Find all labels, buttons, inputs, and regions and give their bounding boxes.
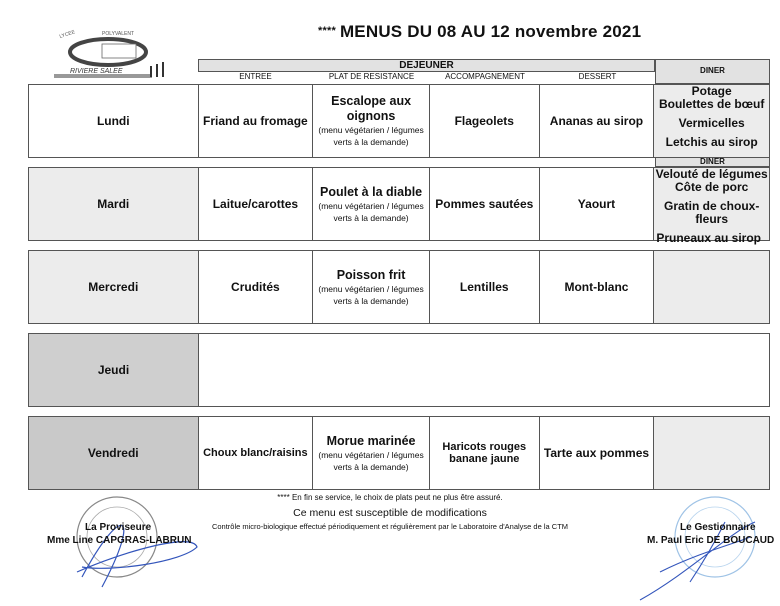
diner-cell — [654, 251, 769, 323]
day-cell: Mardi — [29, 168, 199, 240]
svg-text:RIVIERE SALEE: RIVIERE SALEE — [70, 68, 123, 75]
dessert-cell: Mont-blanc — [540, 251, 655, 323]
accompagnement-cell: Haricots rouges banane jaune — [430, 417, 540, 489]
diner-cell — [654, 417, 769, 489]
empty-cell — [199, 334, 769, 406]
diner-header: DINER — [655, 59, 770, 84]
dessert-cell: Ananas au sirop — [540, 85, 655, 157]
left-role: La Proviseure — [85, 522, 152, 533]
col-accompagnement: ACCOMPAGNEMENT — [445, 72, 525, 81]
col-entree: ENTREE — [239, 72, 272, 81]
table-row — [28, 167, 770, 245]
page-title: **** MENUS DU 08 AU 12 novembre 2021 — [318, 22, 642, 41]
entree-cell: Choux blanc/raisins — [199, 417, 314, 489]
entree-cell: Laitue/carottes — [199, 168, 314, 240]
table-row — [28, 333, 770, 407]
day-cell: Lundi — [29, 85, 199, 157]
plat-cell: Morue marinée (menu végétarien / légumes verts à la demande) — [313, 417, 430, 489]
accompagnement-cell: Flageolets — [430, 85, 540, 157]
school-logo — [40, 26, 170, 82]
table-row — [28, 84, 770, 158]
right-role: Le Gestionnaire — [680, 522, 756, 533]
left-name: Mme Line CAPGRAS-LABRUN — [47, 535, 192, 546]
modification-note: Ce menu est susceptible de modifications — [293, 507, 487, 519]
plat-cell: Poisson frit (menu végétarien / légumes verts à la demande) — [313, 251, 430, 323]
dessert-cell: Yaourt — [540, 168, 655, 240]
service-note: **** En fin se service, le choix de plats peut ne plus être assuré. — [277, 493, 503, 502]
stamp-signature-right — [630, 492, 770, 604]
diner-cell: Potage Boulettes de bœuf Vermicelles Letchis au sirop — [654, 85, 769, 157]
col-plat: PLAT DE RESISTANCE — [328, 72, 415, 81]
entree-cell: Crudités — [199, 251, 314, 323]
plat-cell: Escalope aux oignons (menu végétarien / légumes verts à la demande) — [313, 85, 430, 157]
control-note: Contrôle micro-biologique effectué périodiquement et régulièrement par le Laboratoire d'Analyse de la CTM — [211, 522, 569, 531]
stamp-signature-left — [62, 492, 202, 602]
day-cell: Jeudi — [29, 334, 199, 406]
table-row — [28, 250, 770, 324]
entree-cell: Friand au fromage — [199, 85, 314, 157]
dejeuner-header: DEJEUNER — [198, 59, 655, 72]
dessert-cell: Tarte aux pommes — [540, 417, 655, 489]
svg-text:LYCEE: LYCEE — [58, 29, 76, 40]
accompagnement-cell: Pommes sautées — [430, 168, 540, 240]
col-dessert: DESSERT — [578, 72, 617, 81]
svg-text:POLYVALENT: POLYVALENT — [102, 31, 135, 37]
diner-subheader: DINER — [655, 157, 770, 167]
plat-cell: Poulet à la diable (menu végétarien / légumes verts à la demande) — [313, 168, 430, 240]
diner-cell: Velouté de légumes Côte de porc Gratin de choux-fleurs Pruneaux au sirop — [655, 167, 768, 245]
right-name: M. Paul Eric DE BOUCAUD — [647, 535, 775, 546]
table-row — [28, 416, 770, 490]
day-cell: Vendredi — [29, 417, 199, 489]
day-cell: Mercredi — [29, 251, 199, 323]
accompagnement-cell: Lentilles — [430, 251, 540, 323]
